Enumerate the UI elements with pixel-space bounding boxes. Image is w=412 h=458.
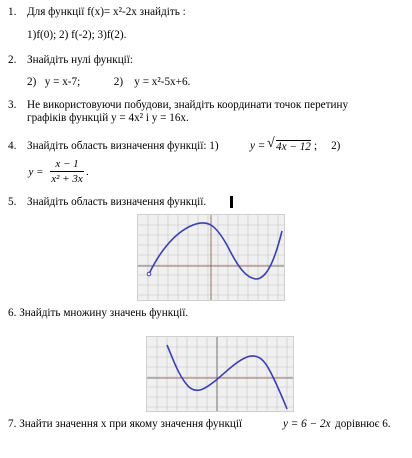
task-4-number: 4. <box>8 140 17 152</box>
sqrt-arg: 4x − 12 <box>276 141 311 153</box>
task-5-text: Знайдіть область визначення функції. <box>27 196 207 208</box>
sqrt-y: y = <box>250 140 266 152</box>
text-cursor <box>230 196 233 208</box>
frac-y: y = <box>28 166 44 178</box>
task-5-number: 5. <box>8 196 17 208</box>
task-1-items-text: 1)f(0); 2) f(-2); 3)f(2). <box>27 29 127 41</box>
task-7-text: 7. Знайти значення х при якому значення функції <box>8 418 243 430</box>
task-3-text: Не використовуючи побудови, знайдіть координати точок перетину <box>27 99 349 111</box>
task-1-number: 1. <box>8 6 17 18</box>
task-3-cont-text: графіків функцій y = 4x² і y = 16x. <box>27 112 189 124</box>
graph-1-curve <box>149 223 282 279</box>
frac-numerator: x − 1 <box>55 158 79 170</box>
sqrt-sign: √ <box>267 136 275 151</box>
graph-1-svg <box>138 215 284 300</box>
frac-denominator: x² + 3x <box>51 173 83 185</box>
task-7-formula: y = 6 − 2x <box>283 418 331 430</box>
task-3-number: 3. <box>8 99 17 111</box>
task-2-number: 2. <box>8 54 17 66</box>
graph-2-svg <box>147 337 293 411</box>
task-7-tail: дорівнює 6. <box>335 418 391 430</box>
task-1-text: Для функції f(x)= x²-2x знайдіть : <box>27 6 186 18</box>
task-2-text: Знайдіть нулі функції: <box>27 54 134 66</box>
task-2-items-text: 2) y = x-7; 2) y = x²-5x+6. <box>27 76 191 88</box>
task-4-text: Знайдіть область визначення функції: 1) <box>27 140 219 152</box>
task-4-sep: ; 2) <box>314 140 341 152</box>
task-6-text: 6. Знайдіть множину значень функції. <box>8 307 189 319</box>
graph-2 <box>146 336 294 412</box>
frac-bar <box>50 171 84 172</box>
graph-1 <box>137 214 285 301</box>
frac-dot: . <box>86 166 89 178</box>
